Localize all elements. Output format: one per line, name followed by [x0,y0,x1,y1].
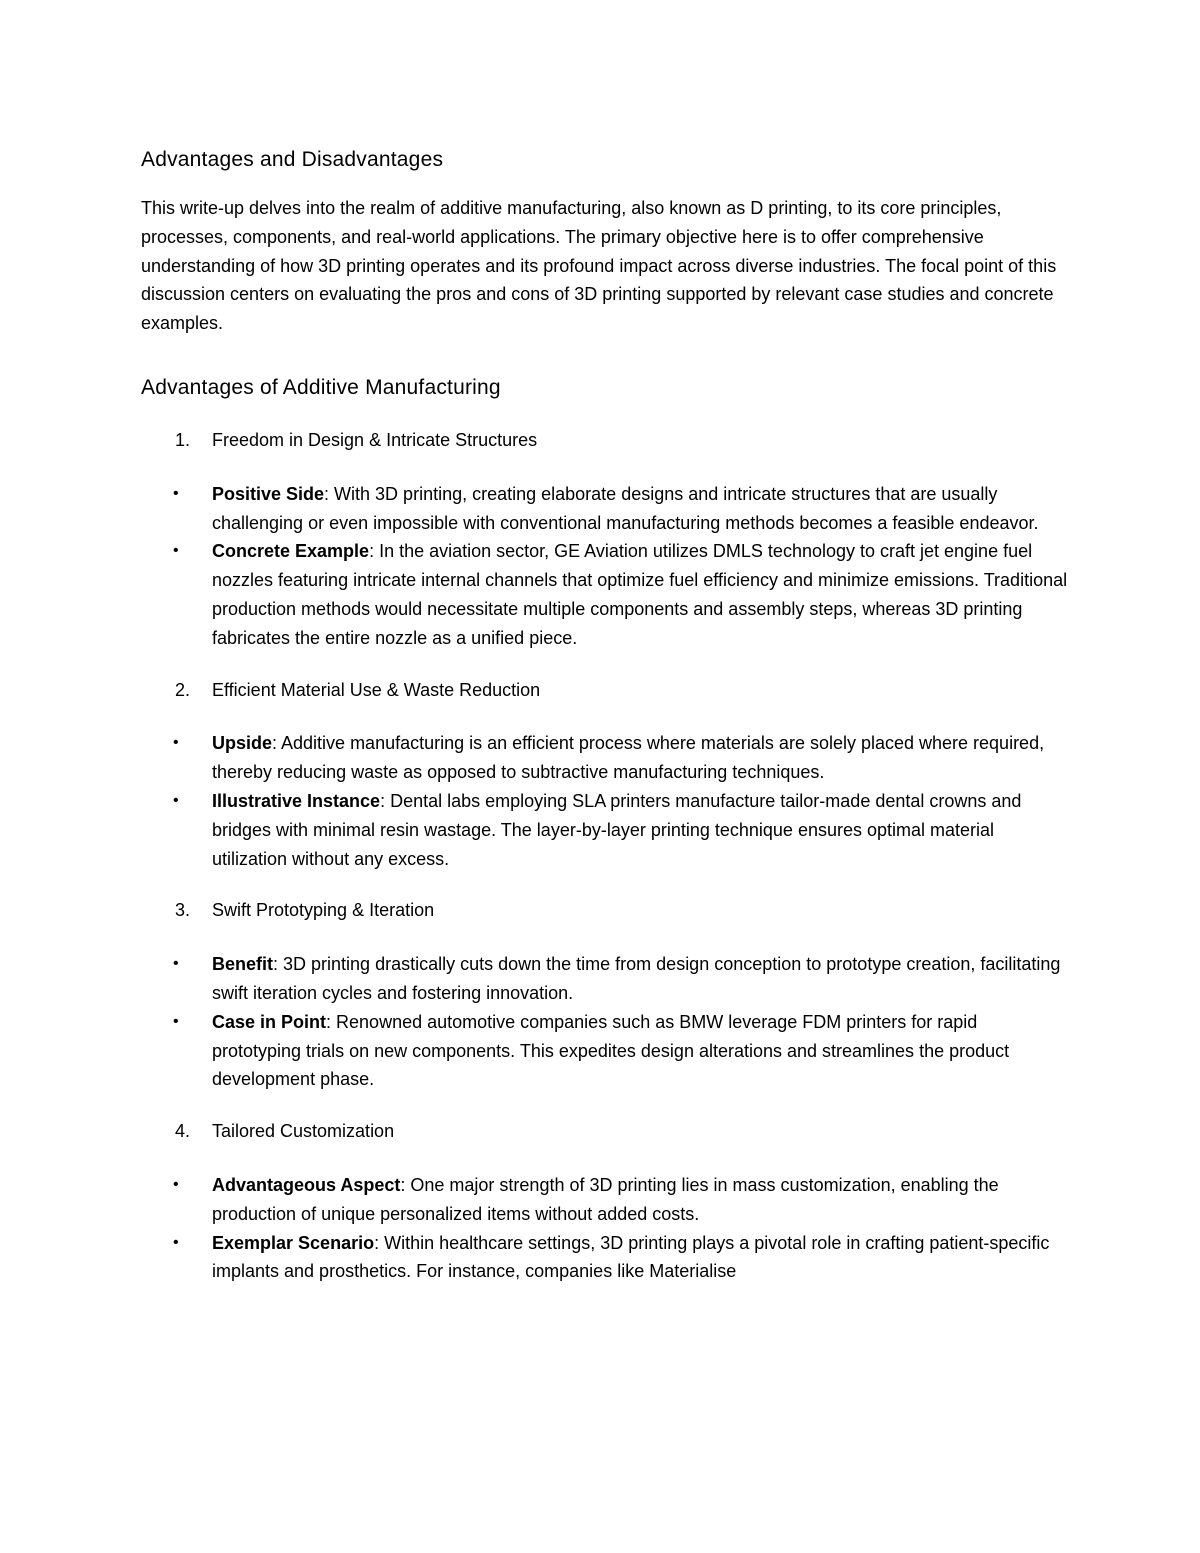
bullet-label: Positive Side [212,483,325,504]
bullet-point [141,480,1071,538]
bullet-label: Concrete Example [212,541,370,562]
item-heading-text: Tailored Customization [212,1121,395,1142]
numbered-item [141,426,1071,653]
bullet-text: : Dental labs employing SLA printers manufacture tailor-made dental crowns and bridges with minimal resin wastage. The layer-by-layer printing technique ensures optimal material utilization without any excess. [212,790,1022,869]
bullet-icon: • [173,1233,179,1251]
bullet-list [141,950,1071,1094]
bullet-text: : 3D printing drastically cuts down the time from design conception to prototype creation, facilitating swift iteration cycles and fostering innovation. [212,954,1061,1003]
item-heading [141,676,1071,705]
bullet-label: Benefit [212,954,274,975]
bullet-point [141,950,1071,1008]
bullet-point [141,1229,1071,1287]
item-heading-text: Efficient Material Use & Waste Reduction [212,679,541,700]
bullet-text: : One major strength of 3D printing lies in mass customization, enabling the production of unique personalized items without added costs. [212,1174,999,1224]
bullet-label: Exemplar Scenario [212,1232,375,1253]
item-number: 1. [175,429,191,450]
item-number: 4. [175,1121,191,1142]
bullet-icon: • [173,734,179,752]
item-number: 2. [175,679,191,700]
bullet-list [141,729,1071,873]
bullet-point [141,787,1071,873]
bullet-text: : In the aviation sector, GE Aviation utilizes DMLS technology to craft jet engine fuel nozzles featuring intricate internal channels that optimize fuel efficiency and minimize emissions. Traditional production methods would necessitate multiple components and assembly steps, whereas 3D printing fabricates the entire nozzle as a unified piece. [212,541,1068,648]
bullet-icon: • [173,955,179,973]
bullet-text: : Additive manufacturing is an efficient process where materials are solely placed where required, thereby reducing waste as opposed to subtractive manufacturing techniques. [212,733,1045,783]
item-number: 3. [175,900,191,921]
bullet-point [141,1008,1071,1094]
section-heading: Advantages of Additive Manufacturing [141,375,501,399]
bullet-point [141,729,1071,787]
bullet-icon: • [173,1012,179,1030]
bullet-label: Upside [212,733,273,754]
bullet-point [141,537,1071,652]
bullet-text: : Renowned automotive companies such as BMW leverage FDM printers for rapid prototyping trials on new components. This expedites design alterations and streamlines the product development phase. [212,1011,1010,1090]
document-page [141,140,1071,1286]
item-heading [141,1117,1071,1146]
bullet-icon: • [173,791,179,809]
numbered-item [141,1117,1071,1286]
bullet-text: : With 3D printing, creating elaborate designs and intricate structures that are usually challenging or even impossible with conventional manufacturing methods becomes a feasible endeavor. [212,483,1039,533]
bullet-list [141,1171,1071,1286]
bullet-label: Advantageous Aspect [212,1174,401,1195]
numbered-item [141,676,1071,874]
bullet-label: Case in Point [212,1011,327,1032]
item-heading [141,426,1071,455]
bullet-label: Illustrative Instance [212,790,381,811]
item-heading [141,896,1071,925]
bullet-icon: • [173,484,179,502]
document-title: Advantages and Disadvantages [141,148,444,171]
bullet-icon: • [173,1175,179,1193]
bullet-list [141,480,1071,653]
bullet-icon: • [173,542,179,560]
item-heading-text: Swift Prototyping & Iteration [212,900,435,921]
item-heading-text: Freedom in Design & Intricate Structures [212,429,538,450]
numbered-item [141,896,1071,1094]
bullet-text: : Within healthcare settings, 3D printing plays a pivotal role in crafting patient-specific implants and prosthetics. For instance, companies like Materialise [212,1232,1050,1282]
bullet-point [141,1171,1071,1229]
intro-paragraph: This write-up delves into the realm of additive manufacturing, also known as D printing, to its core principles, processes, components, and real-world applications. The primary objective here is to offer comprehensive understanding of how 3D printing operates and its profound impact across diverse industries. The focal point of this discussion centers on evaluating the pros and cons of 3D printing supported by relevant case studies and concrete examples. [141,198,1057,334]
